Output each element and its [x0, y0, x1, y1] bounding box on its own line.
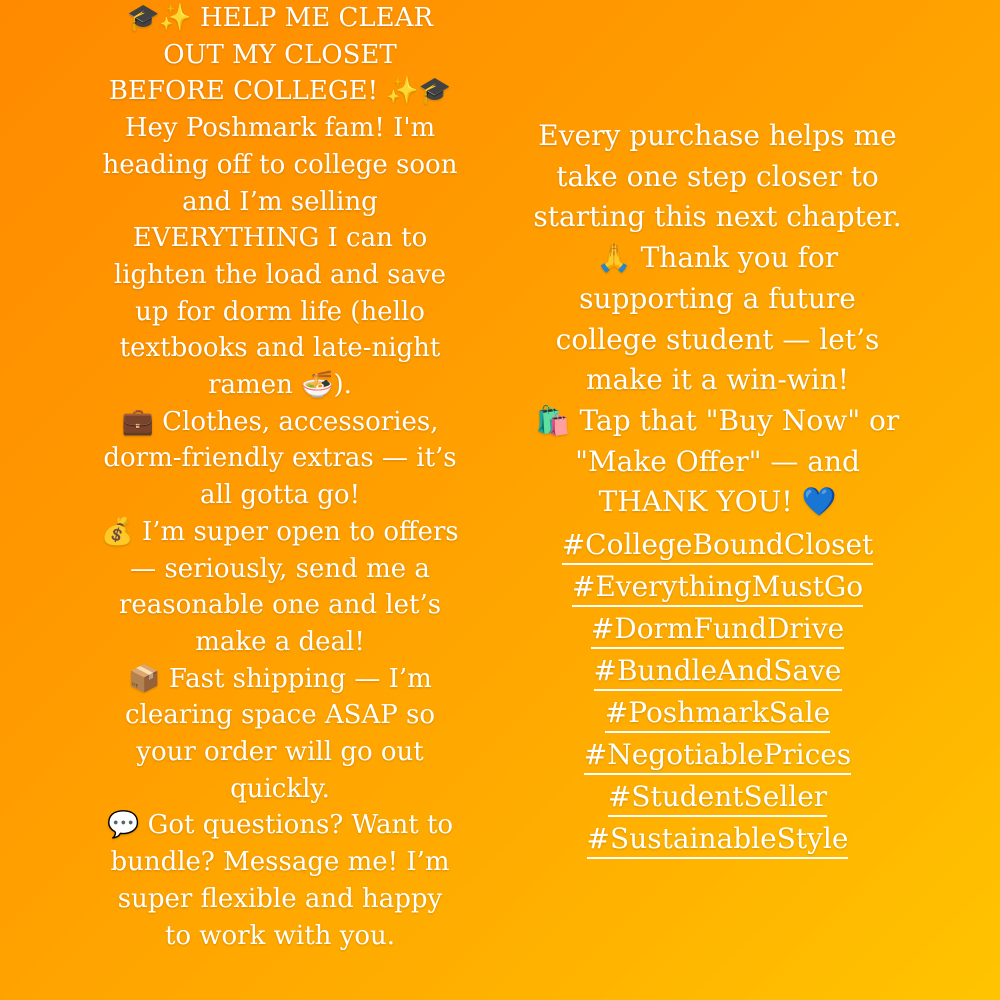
- shipping-line: quickly.: [230, 773, 330, 804]
- thanks-line: supporting a future: [579, 281, 856, 315]
- cta-line: 🛍️ Tap that "Buy Now" or: [535, 403, 900, 437]
- left-text-column: [96, 0, 464, 954]
- thanks-line: make it a win-win!: [585, 363, 849, 397]
- headline-line: 🎓✨ HELP ME CLEAR: [126, 3, 434, 33]
- intro-line: heading off to college soon: [102, 149, 458, 180]
- headline-line: BEFORE COLLEGE! ✨🎓: [108, 76, 452, 107]
- hashtag-link[interactable]: #SustainableStyle: [587, 821, 849, 859]
- shipping-line: 📦 Fast shipping — I’m: [128, 663, 432, 694]
- intro-line: up for dorm life (hello: [135, 296, 425, 327]
- shipping-line: clearing space ASAP so: [125, 700, 435, 731]
- closing-line: starting this next chapter.: [533, 200, 902, 234]
- intro-line: textbooks and late-night: [119, 333, 441, 364]
- thanks-line: 🙏 Thank you for: [596, 241, 839, 275]
- hashtag-list: [510, 525, 925, 861]
- hashtag-link[interactable]: #StudentSeller: [608, 779, 827, 817]
- intro-line: EVERYTHING I can to: [132, 223, 428, 254]
- hashtag-link[interactable]: #EverythingMustGo: [572, 569, 863, 607]
- intro-line: and I’m selling: [182, 186, 378, 217]
- hashtag-link[interactable]: #DormFundDrive: [591, 611, 844, 649]
- items-line: 💼 Clothes, accessories,: [121, 406, 439, 437]
- offers-line: reasonable one and let’s: [118, 590, 442, 621]
- offers-line: 💰 I’m super open to offers: [101, 516, 459, 547]
- hashtag-link[interactable]: #BundleAndSave: [594, 653, 842, 691]
- headline-line: OUT MY CLOSET: [163, 39, 397, 70]
- closing-line: Every purchase helps me: [538, 119, 897, 152]
- questions-line: to work with you.: [164, 920, 396, 951]
- thanks-line: college student — let’s: [555, 322, 880, 356]
- shipping-line: your order will go out: [136, 737, 424, 768]
- hashtag-link[interactable]: #CollegeBoundCloset: [562, 527, 874, 565]
- intro-line: lighten the load and save: [113, 259, 447, 290]
- questions-line: 💬 Got questions? Want to: [106, 810, 454, 841]
- items-line: dorm-friendly extras — it’s: [103, 443, 457, 474]
- cta-line: THANK YOU! 💙: [598, 485, 837, 519]
- offers-line: make a deal!: [195, 626, 365, 657]
- intro-line: Hey Poshmark fam! I'm: [124, 113, 436, 144]
- closing-line: take one step closer to: [556, 159, 879, 193]
- questions-line: super flexible and happy: [117, 883, 443, 914]
- hashtag-link[interactable]: #PoshmarkSale: [605, 695, 830, 733]
- right-text-column: [510, 116, 925, 861]
- intro-line: ramen 🍜).: [208, 370, 352, 401]
- offers-line: — seriously, send me a: [130, 553, 430, 584]
- cta-line: "Make Offer" — and: [575, 444, 860, 478]
- hashtag-link[interactable]: #NegotiablePrices: [584, 737, 851, 775]
- items-line: all gotta go!: [199, 480, 361, 511]
- questions-line: bundle? Message me! I’m: [110, 847, 450, 878]
